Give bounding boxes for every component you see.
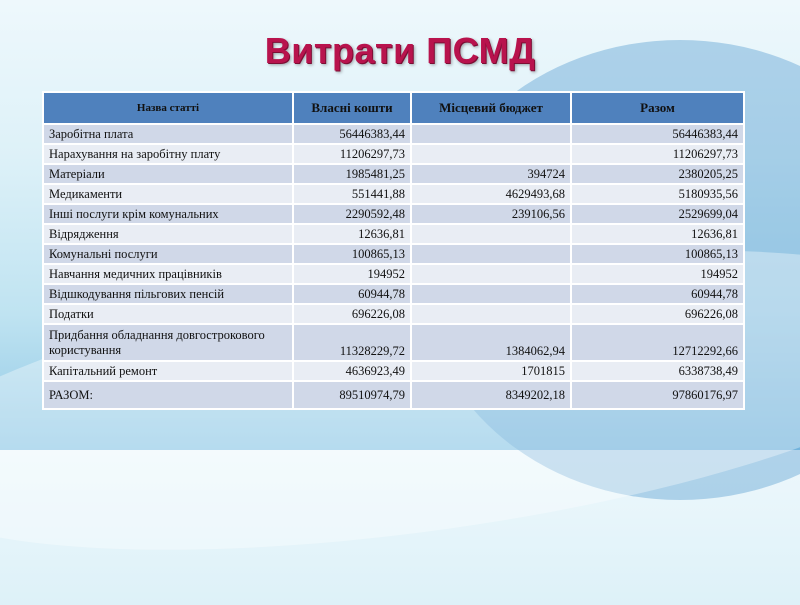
cell-local-budget	[411, 264, 571, 284]
cell-local-budget: 239106,56	[411, 204, 571, 224]
cell-local-budget	[411, 304, 571, 324]
cell-total: 11206297,73	[571, 144, 744, 164]
cell-item-name: Заробітна плата	[43, 124, 293, 144]
cell-local-budget: 4629493,68	[411, 184, 571, 204]
cell-total: 2380205,25	[571, 164, 744, 184]
table-row	[43, 204, 744, 224]
cell-item-name: Придбання обладнання довгострокового користування	[43, 324, 293, 361]
cell-local-budget: 1384062,94	[411, 324, 571, 361]
table-header-row	[43, 92, 744, 124]
cell-item-name: Медикаменти	[43, 184, 293, 204]
cell-total: 5180935,56	[571, 184, 744, 204]
cell-own-funds: 100865,13	[293, 244, 411, 264]
cell-item-name: Податки	[43, 304, 293, 324]
cell-own-funds: 11328229,72	[293, 324, 411, 361]
header-own-funds: Власні кошти	[293, 92, 411, 124]
table-row	[43, 224, 744, 244]
cell-total: 2529699,04	[571, 204, 744, 224]
cell-own-funds: 551441,88	[293, 184, 411, 204]
cell-item-name: РАЗОМ:	[43, 381, 293, 409]
cell-item-name: Відрядження	[43, 224, 293, 244]
cell-local-budget: 1701815	[411, 361, 571, 381]
table-row	[43, 124, 744, 144]
expenses-table	[42, 91, 745, 410]
cell-item-name: Нарахування на заробітну плату	[43, 144, 293, 164]
table-row	[43, 144, 744, 164]
header-total: Разом	[571, 92, 744, 124]
cell-own-funds: 1985481,25	[293, 164, 411, 184]
cell-total: 6338738,49	[571, 361, 744, 381]
cell-item-name: Матеріали	[43, 164, 293, 184]
cell-total: 56446383,44	[571, 124, 744, 144]
cell-own-funds: 4636923,49	[293, 361, 411, 381]
cell-own-funds: 11206297,73	[293, 144, 411, 164]
cell-own-funds: 60944,78	[293, 284, 411, 304]
table-row	[43, 284, 744, 304]
slide-title: Витрати ПСМД	[264, 30, 536, 71]
cell-total: 60944,78	[571, 284, 744, 304]
cell-total: 97860176,97	[571, 381, 744, 409]
cell-own-funds: 2290592,48	[293, 204, 411, 224]
table-row	[43, 264, 744, 284]
cell-local-budget: 8349202,18	[411, 381, 571, 409]
table-row	[43, 184, 744, 204]
cell-local-budget: 394724	[411, 164, 571, 184]
cell-total: 194952	[571, 264, 744, 284]
cell-item-name: Інші послуги крім комунальних	[43, 204, 293, 224]
cell-own-funds: 696226,08	[293, 304, 411, 324]
cell-total: 12636,81	[571, 224, 744, 244]
table-total-row	[43, 381, 744, 409]
cell-item-name: Навчання медичних працівників	[43, 264, 293, 284]
cell-total: 696226,08	[571, 304, 744, 324]
table-row	[43, 244, 744, 264]
table-row	[43, 324, 744, 361]
table-row	[43, 304, 744, 324]
table-row	[43, 361, 744, 381]
cell-own-funds: 89510974,79	[293, 381, 411, 409]
cell-total: 12712292,66	[571, 324, 744, 361]
header-item-name: Назва статті	[43, 92, 293, 124]
cell-item-name: Відшкодування пільгових пенсій	[43, 284, 293, 304]
table-row	[43, 164, 744, 184]
cell-total: 100865,13	[571, 244, 744, 264]
cell-local-budget	[411, 284, 571, 304]
cell-local-budget	[411, 124, 571, 144]
cell-local-budget	[411, 224, 571, 244]
cell-own-funds: 56446383,44	[293, 124, 411, 144]
cell-item-name: Капітальний ремонт	[43, 361, 293, 381]
cell-local-budget	[411, 144, 571, 164]
cell-own-funds: 194952	[293, 264, 411, 284]
cell-local-budget	[411, 244, 571, 264]
cell-own-funds: 12636,81	[293, 224, 411, 244]
header-local-budget: Місцевий бюджет	[411, 92, 571, 124]
cell-item-name: Комунальні послуги	[43, 244, 293, 264]
